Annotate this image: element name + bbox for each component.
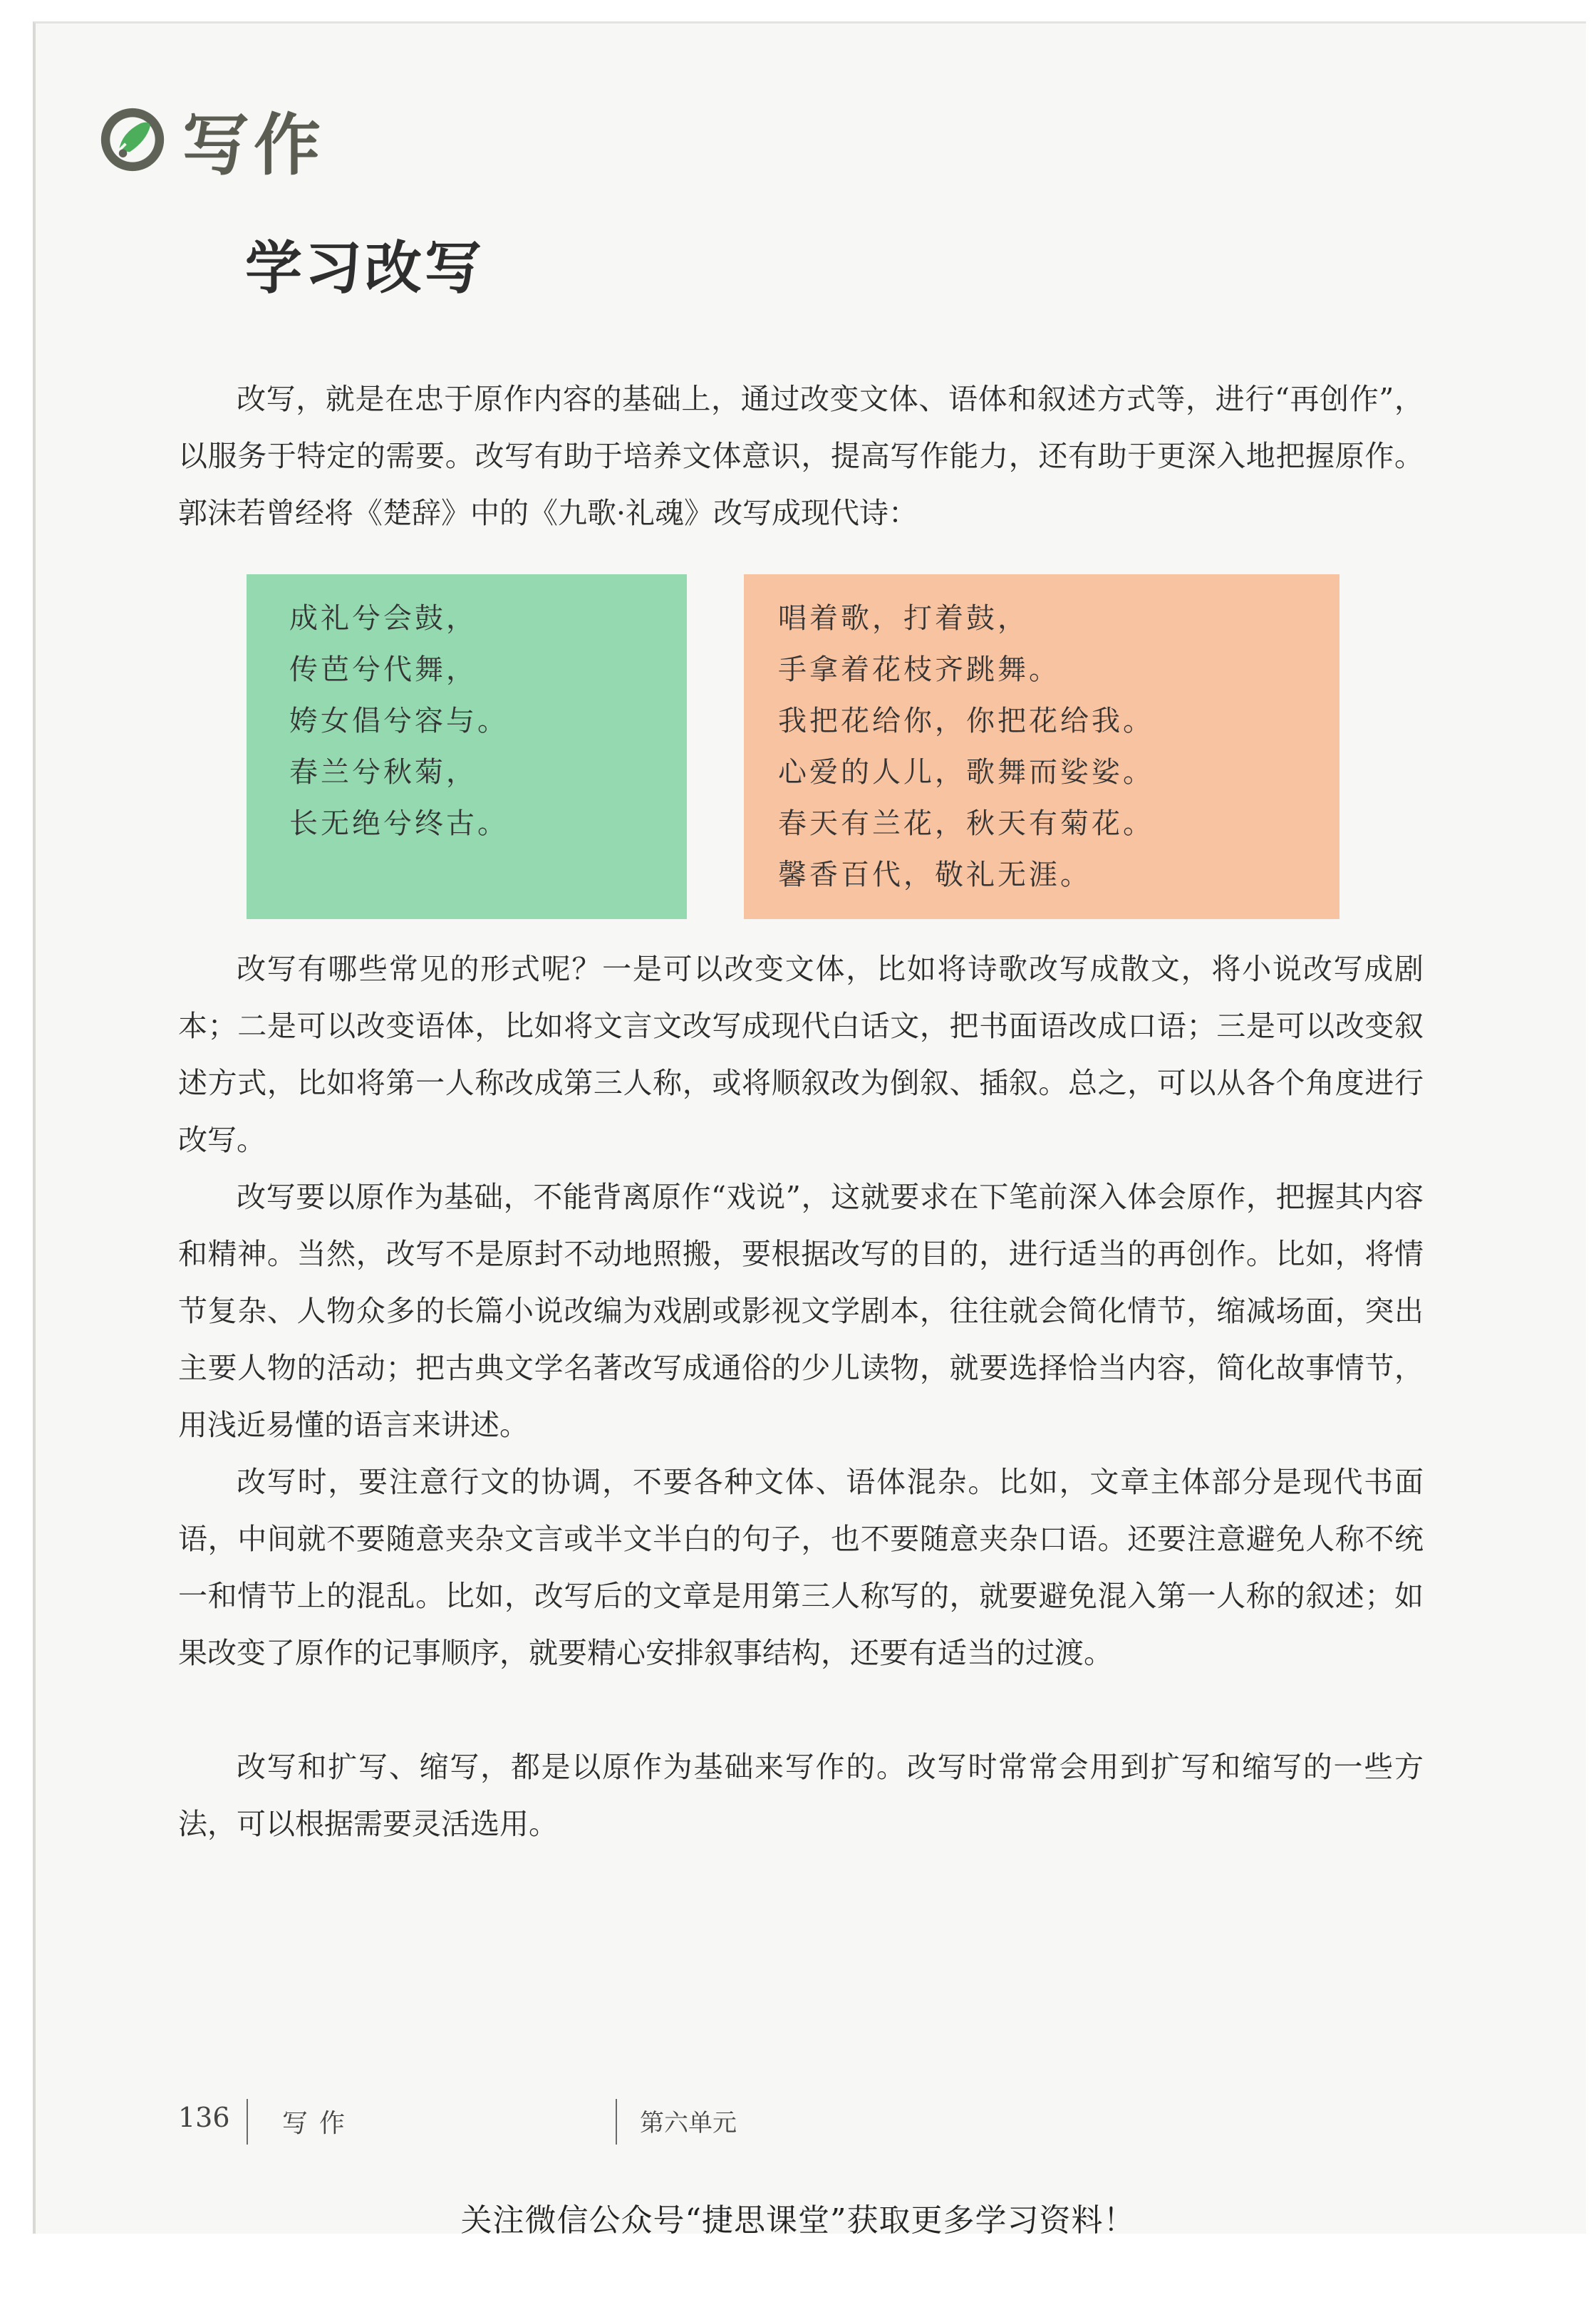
- promo-notice: 关注微信公众号“捷思课堂”获取更多学习资料！: [460, 2202, 1136, 2239]
- forms-paragraph: 改写有哪些常见的形式呢？一是可以改变文体，比如将诗歌改写成散文，将小说改写成剧本；二是可以改变语体，比如将文言文改写成现代白话文，把书面语改成口语；三是可以改变叙述方式，比如将第一人称改成第三人称，或将顺叙改为倒叙、插叙。总之，可以从各个角度进行改写。: [178, 952, 1424, 1157]
- poem-line: 馨香百代，敬礼无涯。: [778, 859, 1092, 891]
- conclusion-paragraph: 改写和扩写、缩写，都是以原作为基础来写作的。改写时常常会用到扩写和缩写的一些方法，可以根据需要灵活选用。: [178, 1750, 1424, 1841]
- page-footer: [178, 2095, 1461, 2152]
- coordination-paragraph: 改写时，要注意行文的协调，不要各种文体、语体混杂。比如，文章主体部分是现代书面语，中间就不要随意夹杂文言或半文半白的句子，也不要随意夹杂口语。还要注意避免人称不统一和情节上的混乱。比如，改写后的文章是用第三人称写的，就要避免混入第一人称的叙述；如果改变了原作的记事顺序，就要精心安排叙事结构，还要有适当的过渡。: [178, 1465, 1424, 1670]
- footer-unit: 第六单元: [640, 2109, 737, 2137]
- lesson-title: 学习改写: [245, 235, 484, 301]
- original-poem-box: [247, 574, 687, 919]
- poem-line: 心爱的人儿，歌舞而娑娑。: [778, 756, 1154, 789]
- intro-paragraph: 改写，就是在忠于原作内容的基础上，通过改变文体、语体和叙述方式等，进行“再创作”，以服务于特定的需要。改写有助于培养文体意识，提高写作能力，还有助于更深入地把握原作。郭沫若曾经将《楚辞》中的《九歌·礼魂》改写成现代诗：: [178, 382, 1424, 530]
- poem-line: 春天有兰花，秋天有菊花。: [778, 807, 1154, 840]
- rewritten-poem-box: [744, 574, 1340, 919]
- poem-line: 唱着歌，打着鼓，: [778, 602, 1029, 635]
- poem-line: 姱女倡兮容与。: [289, 705, 509, 737]
- section-header: [98, 91, 325, 187]
- footer-divider: [247, 2099, 248, 2145]
- poem-line: 春兰兮秋菊，: [289, 756, 477, 789]
- poem-line: 手拿着花枝齐跳舞。: [778, 653, 1060, 686]
- footer-section: 写作: [282, 2109, 357, 2138]
- poem-line: 成礼兮会鼓，: [289, 602, 477, 635]
- poem-line: 传芭兮代舞，: [289, 653, 477, 686]
- basis-paragraph: 改写要以原作为基础，不能背离原作“戏说”，这就要求在下笔前深入体会原作，把握其内容和精神。当然，改写不是原封不动地照搬，要根据改写的目的，进行适当的再创作。比如，将情节复杂、人物众多的长篇小说改编为戏剧或影视文学剧本，往往就会简化情节，缩减场面，突出主要人物的活动；把古典文学名著改写成通俗的少儿读物，就要选择恰当内容，简化故事情节，用浅近易懂的语言来讲述。: [178, 1180, 1424, 1442]
- pen-nib-icon: [98, 105, 167, 174]
- footer-divider: [616, 2099, 617, 2145]
- poem-line: 长无绝兮终古。: [289, 807, 509, 840]
- page-number: 136: [178, 2102, 230, 2133]
- section-label: 写作: [182, 107, 326, 185]
- poem-line: 我把花给你，你把花给我。: [778, 705, 1154, 737]
